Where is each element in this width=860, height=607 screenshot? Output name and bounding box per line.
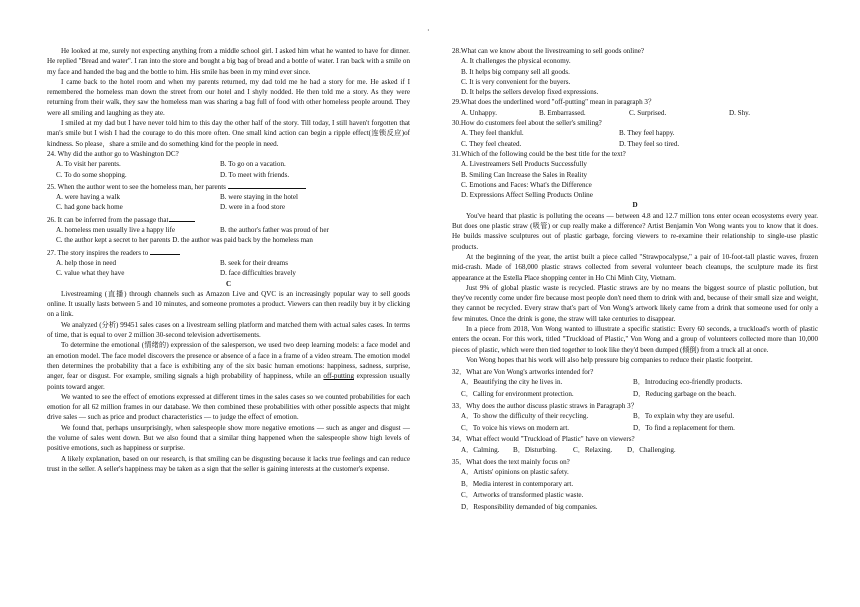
section-heading-c: C [225,279,232,288]
question-stem: 26. It can be inferred from the passage that [47,215,169,224]
question-stem: 30.How do customers feel about the seller's smiling? [452,119,602,128]
question-stem: 27. The story inspires the readers to [47,248,149,257]
question-26 [47,213,410,246]
page-top-dot: · [427,26,430,35]
question-stem: 35．What does the text mainly focus on? [452,457,570,466]
paragraph: Livestreaming (直播) through channels such as Amazon Live and QVC is an increasingly popular way to sell goods online. It usually lasts between 5 and 10 minutes, and someone promotes a product. Viewers can then readily buy it by clicking on a link. [47,289,410,319]
option-c[interactable]: C．To voice his views on modern art. [461,423,570,432]
option-b[interactable]: B. Smiling Can Increase the Sales in Reality [461,170,588,179]
option-c[interactable]: C．Calling for environment protection. [461,389,574,398]
question-25 [47,180,410,213]
option-b[interactable]: B. seek for their dreams [220,258,288,267]
option-c[interactable]: C. To do some shopping. [56,170,127,179]
option-b[interactable]: B. To go on a vacation. [220,160,286,169]
option-c[interactable]: C．Artworks of transformed plastic waste. [461,491,584,500]
option-a[interactable]: A．Artists' opinions on plastic safety. [461,467,569,476]
question-34 [452,434,818,455]
option-d[interactable]: D. It helps the sellers develop fixed expressions. [461,88,599,97]
left-column [47,46,410,474]
question-35 [452,457,818,514]
option-d[interactable]: D. Shy. [729,108,751,117]
option-d[interactable]: D. face difficulties bravely [220,269,296,278]
question-stem: 31.Which of the following could be the best title for the text? [452,149,626,158]
option-d[interactable]: D．To find a replacement for them. [633,423,735,432]
question-stem: 29.What does the underlined word "off-putting" mean in paragraph 3？ [452,98,656,107]
right-column [452,46,818,514]
paragraph [47,340,410,391]
question-stem: 34．What effect would "Truckload of Plastic" have on viewers? [452,435,635,444]
option-d[interactable]: D．Challenging. [627,445,676,454]
question-28 [452,46,818,97]
option-b[interactable]: B．Media interest in contemporary art. [461,479,574,488]
option-a[interactable]: A. help those in need [56,258,117,267]
option-b[interactable]: B. the author's father was proud of her [220,226,329,235]
option-a[interactable]: A. Unhappy. [461,108,497,117]
question-33 [452,401,818,433]
options-c-d[interactable]: C. the author kept a secret to her parents D. the author was paid back by the homeless man [56,236,313,245]
question-27 [47,246,410,279]
option-d[interactable]: D. To meet with friends. [220,170,290,179]
option-d[interactable]: D. They feel so tired. [619,139,680,148]
option-a[interactable]: A. It challenges the physical economy. [461,57,571,66]
option-a[interactable]: A. were having a walk [56,193,121,202]
option-c[interactable]: C. value what they have [56,269,125,278]
option-c[interactable]: C. Surprised. [629,108,667,117]
option-a[interactable]: A．To show the difficulty of their recycling. [461,411,589,420]
option-a[interactable]: A. Livestreamers Sell Products Successfully [461,160,587,169]
paragraph-text: To determine the emotional (情绪的) expression of the salesperson, we used two deep learning models: a face model and an emotion model. The face model discovers the presence or absence of a face in a frame of a video stream. The emotion model then determines the probability that a face is exhibiting any of the six basic human emotions: happiness, sadness, surprise, anger, fear or disgust. For example, smiling signals a high probability of happiness, while an [47,341,410,381]
option-b[interactable]: B．Disturbing. [513,445,557,454]
option-b[interactable]: B. were staying in the hotel [220,193,299,202]
question-stem: 33．Why does the author discuss plastic straws in Paragraph 3？ [452,401,638,410]
option-b[interactable]: B．Introducing eco-friendly products. [633,378,743,386]
paragraph: I smiled at my dad but I have never told him to this day the other half of the story. Till today, I still haven't forgotten that man's smile but I wish I had the courage to do this more often. One small kind action can begin a ripple effect(连锁反应)of kindness. So please，share a smile and do something kind for the people in need. [47,119,410,148]
option-c[interactable]: C. It is very convenient for the buyers. [461,77,571,86]
question-stem: 25. When the author went to see the homeless man, her parents [47,182,226,191]
question-31 [452,149,818,200]
underlined-word: off-putting [323,372,354,381]
paragraph: In a piece from 2018, Von Wong wanted to illustrate a specific statistic: Every 60 seconds, a truckload's worth of plastic enters the ocean. For this work, titled "Truckload of Plastic," Von Wong and a group of volunteers collected more than 10,000 pieces of plastic, which were then tied together to look like they'd been dumped (倾倒) from a truck all at once. [452,325,818,354]
option-d[interactable]: D. were in a food store [220,203,286,212]
option-b[interactable]: B. Embarrassed. [539,108,586,117]
question-30 [452,118,818,149]
paragraph: Just 9% of global plastic waste is recycled. Plastic straws are by no means the biggest source of plastic pollution, but they've recently come under fire because most people don't need them to drink with and, because of their small size and weight, they cannot be recycled. Every straw that's part of Von Wong's artwork likely came from a drink that someone used for only a few minutes. Once the drink is gone, the straw will take centuries to disappear. [452,283,818,323]
answer-blank[interactable] [150,246,180,255]
option-a[interactable]: A. To visit her parents. [56,160,121,169]
paragraph: You've heard that plastic is polluting the oceans — between 4.8 and 12.7 million tons enter ocean ecosystems every year. But does one plastic straw (吸管) or cup really make a difference? Artist Benjamin Von Wong wants you to know that it does. He builds massive sculptures out of plastic garbage, forcing viewers to re-examine their relationship to single-use plastic products. [452,211,818,251]
option-c[interactable]: C. had gone back home [56,203,123,212]
question-stem: 24. Why did the author go to Washington DC? [47,149,179,158]
paragraph: We analyzed (分析) 99451 sales cases on a livestream selling platform and matched them with actual sales cases. In terms of time, that is equal to over 2 million 30-second television advertisements. [47,320,410,340]
option-b[interactable]: B．To explain why they are useful. [633,411,735,420]
answer-blank[interactable] [169,213,195,222]
option-a[interactable]: A．Calming. [461,445,500,454]
option-c[interactable]: C. Emotions and Faces: What's the Difference [461,180,592,189]
paragraph: He looked at me, surely not expecting anything from a middle school girl. I asked him what he wanted to have for dinner. He replied "Bread and water". I ran into the store and bought a big bag of bread and a bottle of water. I ran back with a smile on my face and handed the bag and the bottle to him. His smile has been in my mind ever since. [47,47,410,76]
paragraph: We found that, perhaps unsurprisingly, when salespeople show more negative emotions — such as anger and disgust — the volume of sales went down. But we also found that a similar thing happened when the salespeople show high levels of positive emotions, such as happiness or surprise. [47,423,410,453]
paragraph: At the beginning of the year, the artist built a piece called "Strawpocalypse," a pair of 10-foot-tall plastic waves, frozen mid-crash. Made of 168,000 plastic straws collected from several volunteer beach cleanups, the sculpture made its first appearance at the Estella Place shopping center in Ho Chi Minh City, Vietnam. [452,252,818,282]
question-24 [47,149,410,180]
option-d[interactable]: D．Reducing garbage on the beach. [633,389,737,398]
section-heading-d: D [632,201,638,210]
option-a[interactable]: A．Beautifying the city he lives in. [461,378,563,386]
paragraph: I came back to the hotel room and when my parents returned, my dad told me he had a story for me. He asked if I remembered the homeless man down the street from our hotel and I shyly nodded. He then told me a story. As they were returning from their walk, they saw the homeless man was sharing a bag full of food with other homeless people around. They were all smiling and laughing as they ate. [47,77,410,117]
question-32 [452,367,818,399]
paragraph: We wanted to see the effect of emotions expressed at different times in the sales cases so we counted probabilities for each emotion for all 62 million frames in our database. We then combined these probabilities with other possible aspects that might drive sales — such as price and product characteristics — to judge the effect of emotion. [47,392,410,422]
option-a[interactable]: A. homeless men usually live a happy life [56,226,175,235]
answer-blank[interactable] [228,180,306,189]
option-b[interactable]: B. It helps big company sell all goods. [461,67,570,76]
option-c[interactable]: C. They feel cheated. [461,139,522,148]
paragraph: A likely explanation, based on our research, is that smiling can be disgusting because it lacks true feelings and can reduce trust in the seller. A seller's happiness may be taken as a sign that the seller is gaining interests at the customer's expense. [47,454,410,473]
question-stem: 32．What are Von Wong's artworks intended for? [452,367,594,376]
question-stem: 28.What can we know about the livestreaming to sell goods online? [452,47,645,55]
paragraph: Von Wong hopes that his work will also help pressure big companies to reduce their plastic footprint. [466,355,753,364]
option-d[interactable]: D. Expressions Affect Selling Products Online [461,191,593,200]
question-29 [452,97,818,118]
option-b[interactable]: B. They feel happy. [619,129,675,138]
option-c[interactable]: C．Relaxing. [573,445,613,454]
option-a[interactable]: A. They feel thankful. [461,129,524,138]
paragraph-text: expression usually points toward anger. [47,372,410,391]
option-d[interactable]: D．Responsibility demanded of big companies. [461,503,598,512]
